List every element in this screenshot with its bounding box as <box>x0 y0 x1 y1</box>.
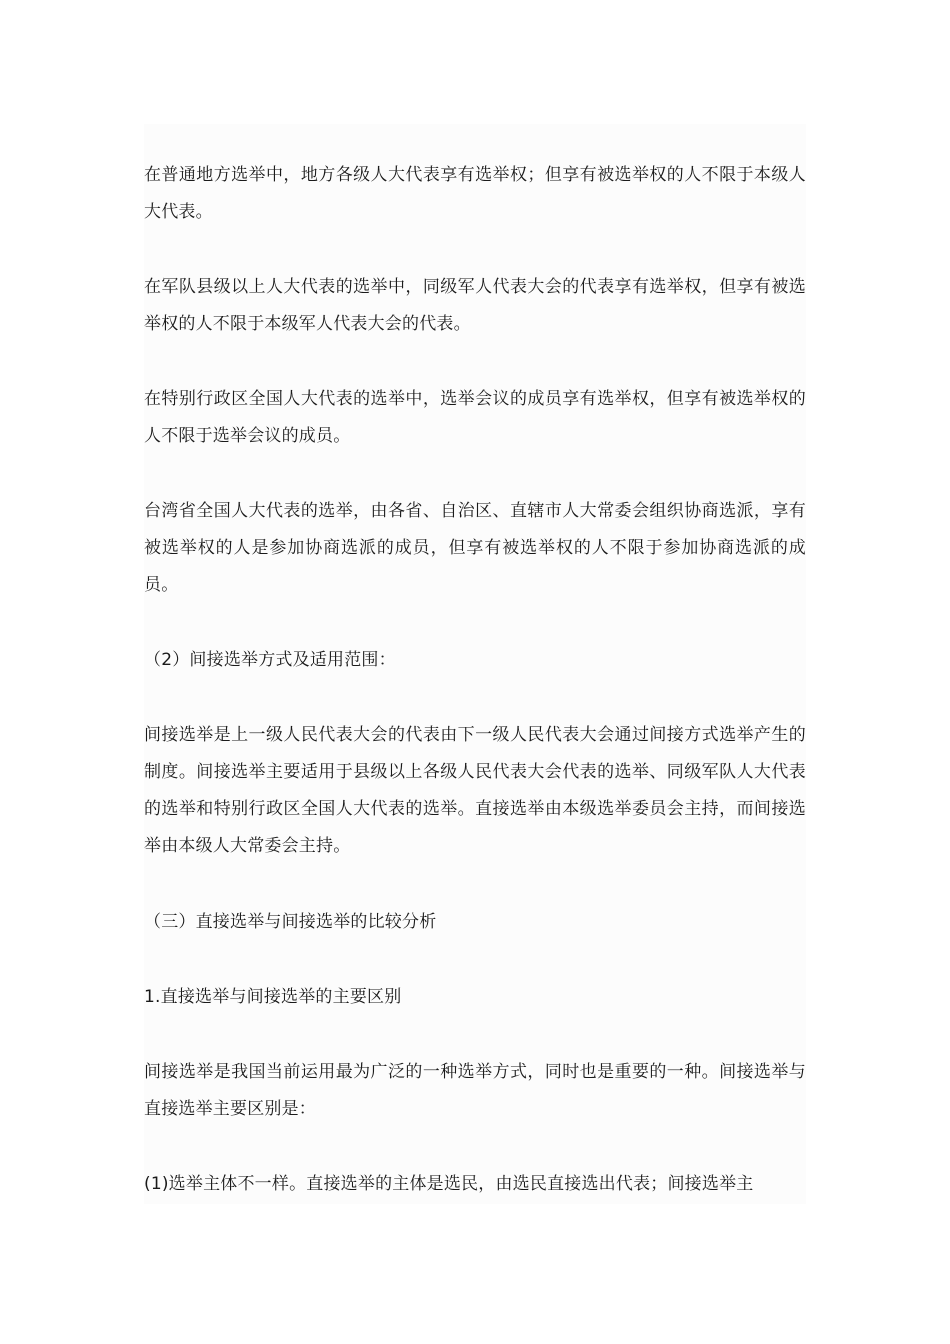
paragraph-indirect-election-definition: 间接选举是上一级人民代表大会的代表由下一级人民代表大会通过间接方式选举产生的制度。间接选举主要适用于县级以上各级人民代表大会代表的选举、同级军队人大代表的选举和特别行政区全国人大代表的选举。直接选举由本级选举委员会主持，而间接选举由本级人大常委会主持。 <box>144 725 806 856</box>
document-body <box>144 124 806 1204</box>
paragraph-sar-election: 在特别行政区全国人大代表的选举中，选举会议的成员享有选举权，但享有被选举权的人不限于选举会议的成员。 <box>144 389 806 446</box>
heading-main-differences: 1.直接选举与间接选举的主要区别 <box>144 987 402 1007</box>
heading-indirect-election-scope: （2）间接选举方式及适用范围： <box>144 650 396 670</box>
paragraph-difference-1: (1)选举主体不一样。直接选举的主体是选民，由选民直接选出代表；间接选举主 <box>144 1174 754 1194</box>
heading-comparison-analysis: （三）直接选举与间接选举的比较分析 <box>144 912 437 932</box>
paragraph-differences-intro: 间接选举是我国当前运用最为广泛的一种选举方式，同时也是重要的一种。间接选举与直接选举主要区别是： <box>144 1062 806 1119</box>
paragraph-military-election: 在军队县级以上人大代表的选举中，同级军人代表大会的代表享有选举权，但享有被选举权的人不限于本级军人代表大会的代表。 <box>144 277 806 334</box>
paragraph-local-election: 在普通地方选举中，地方各级人大代表享有选举权；但享有被选举权的人不限于本级人大代表。 <box>144 165 806 222</box>
paragraph-taiwan-election: 台湾省全国人大代表的选举，由各省、自治区、直辖市人大常委会组织协商选派，享有被选举权的人是参加协商选派的成员，但享有被选举权的人不限于参加协商选派的成员。 <box>144 501 806 595</box>
